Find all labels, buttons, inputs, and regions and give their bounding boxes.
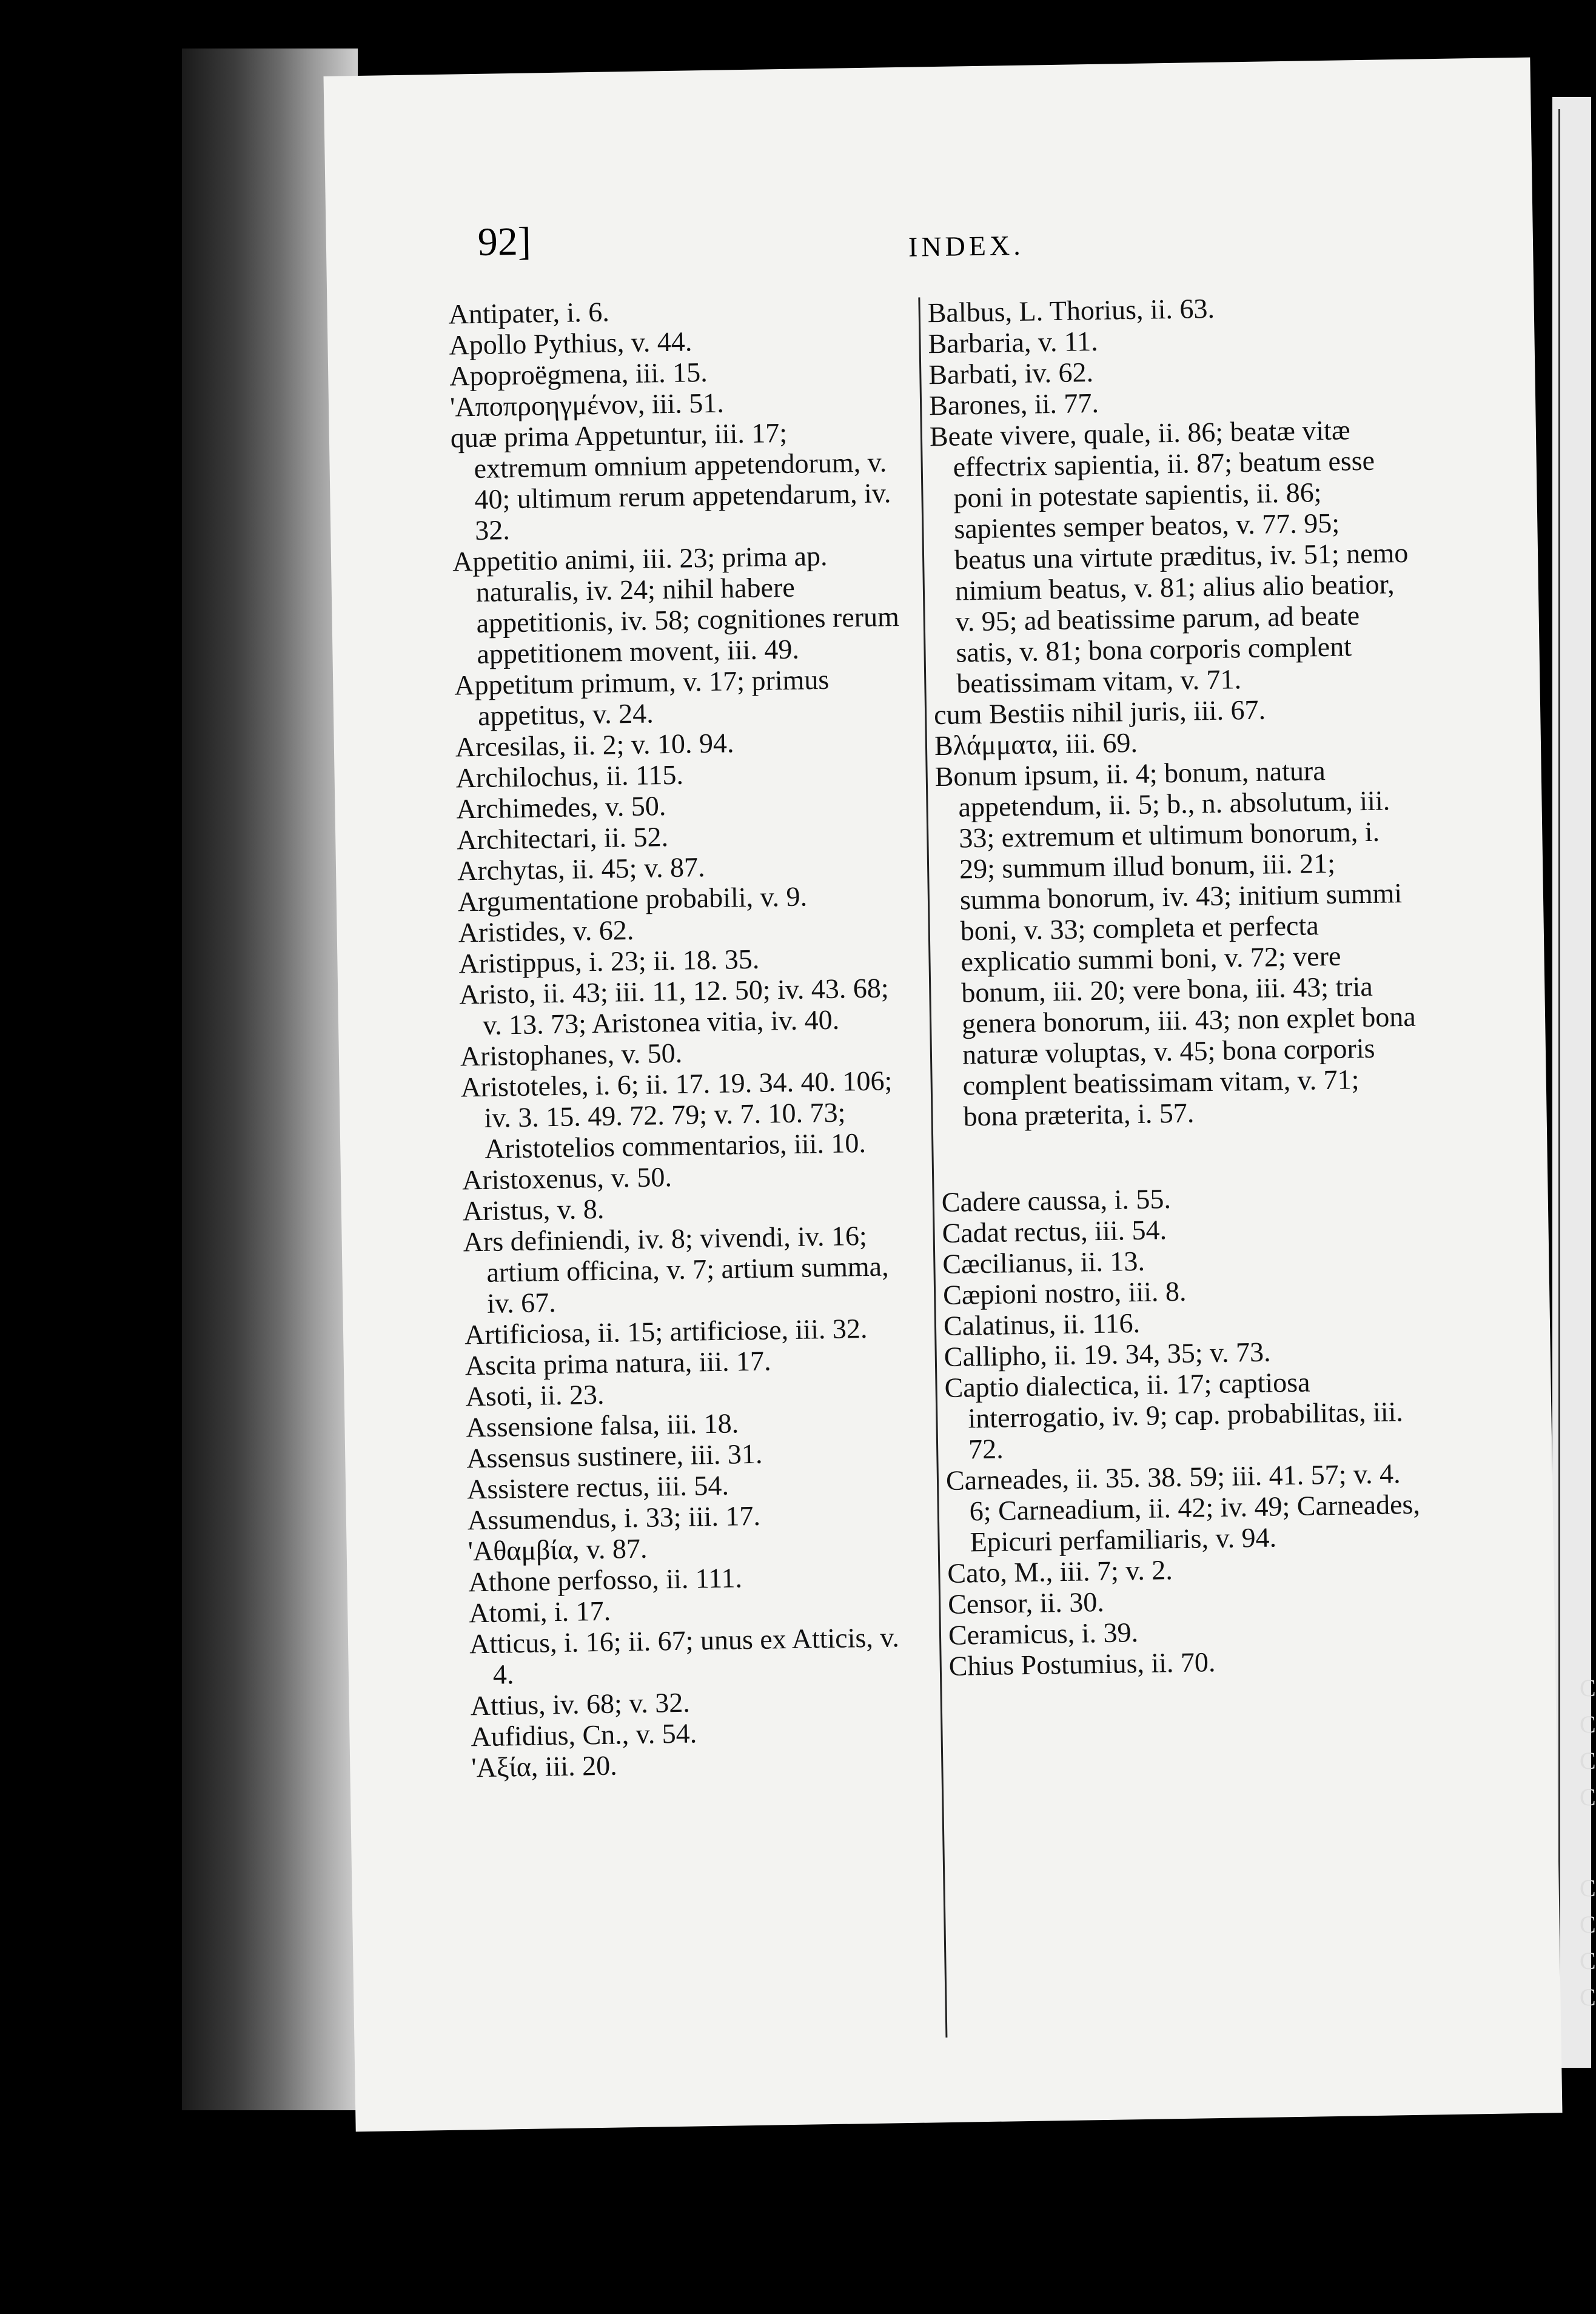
index-entry: Assistere rectus, iii. 54.: [466, 1469, 729, 1505]
index-entry: Barbati, iv. 62.: [928, 356, 1094, 391]
adjacent-page-letter: C: [1580, 1747, 1596, 1774]
index-entry: 'Αξία, iii. 20.: [471, 1749, 618, 1783]
index-entry: Architectari, ii. 52.: [456, 821, 669, 856]
index-entry: Barbaria, v. 11.: [928, 325, 1099, 360]
left-index-column: [448, 292, 920, 1783]
running-head: INDEX.: [908, 229, 1024, 263]
index-entry: Balbus, L. Thorius, ii. 63.: [927, 292, 1215, 329]
index-entry: Assensus sustinere, iii. 31.: [466, 1438, 763, 1474]
index-entry: Aristo, ii. 43; iii. 11, 12. 50; iv. 43. 68; v. 13. 73; Aristonea vitia, iv. 40.: [458, 972, 889, 1041]
index-entry: Archytas, ii. 45; v. 87.: [457, 851, 705, 887]
index-entry: Βλάμματα, iii. 69.: [934, 726, 1138, 762]
index-entry: Assensione falsa, iii. 18.: [466, 1407, 739, 1443]
index-entry: 'Αθαμβία, v. 87.: [468, 1532, 648, 1567]
index-entry: Antipater, i. 6.: [448, 296, 610, 330]
index-entry: Aufidius, Cn., v. 54.: [471, 1717, 697, 1752]
right-index-column: [927, 290, 1428, 1682]
adjacent-page-letter: C: [1580, 1874, 1596, 1902]
index-entry: Calatinus, ii. 116.: [943, 1307, 1141, 1342]
index-entry: Apollo Pythius, v. 44.: [449, 326, 692, 361]
index-entry: cum Bestiis nihil juris, iii. 67.: [933, 694, 1266, 731]
index-entry: Archimedes, v. 50.: [456, 790, 666, 825]
index-entry: Cæpioni nostro, iii. 8.: [942, 1275, 1187, 1311]
index-entry: Aristippus, i. 23; ii. 18. 35.: [458, 943, 760, 979]
index-entry: 'Αποπροηγμένον, iii. 51.: [449, 387, 725, 423]
index-entry: Chius Postumius, ii. 70.: [948, 1646, 1216, 1682]
adjacent-page-letter: C: [1580, 1984, 1596, 2011]
index-entry: Argumentatione probabili, v. 9.: [457, 880, 808, 917]
index-entry: Ars definiendi, iv. 8; vivendi, iv. 16; artium officina, v. 7; artium summa, iv. 67.: [463, 1220, 889, 1319]
index-entry: Apoproëgmena, iii. 15.: [449, 356, 708, 392]
index-entry: Captio dialectica, ii. 17; captiosa interrogatio, iv. 9; cap. probabilitas, iii. 72.: [944, 1366, 1404, 1465]
index-entry: Bonum ipsum, ii. 4; bonum, natura appetendum, ii. 5; b., n. absolutum, iii. 33; extremum et ultimum bonorum, i. 29; summum illud bonum, iii. 21; summa bonorum, iv. 43; initium summi boni, v. 33; completa et perfecta explicatio summi boni, v. 72; vere bonum, iii. 20; vere bona, iii. 43; tria genera bonorum, iii. 43; non explet bona naturæ voluptas, v. 45; bona corporis complent beatissimam vitam, v. 71; bona præterita, i. 57.: [934, 755, 1417, 1132]
index-entry: Athone perfosso, ii. 111.: [468, 1562, 743, 1598]
index-entry: Arcesilas, ii. 2; v. 10. 94.: [455, 727, 734, 763]
index-entry: Aristoxenus, v. 50.: [461, 1161, 672, 1196]
index-entry: Archilochus, ii. 115.: [455, 759, 684, 794]
index-entry: Atomi, i. 17.: [468, 1595, 611, 1629]
adjacent-page-letter: C: [1580, 1783, 1596, 1811]
adjacent-page-letter: C: [1580, 1947, 1596, 1974]
index-entry: Beate vivere, quale, ii. 86; beatæ vitæ effectrix sapientia, ii. 87; beatum esse poni in potestate sapientis, ii. 86; sapientes semper beatos, v. 77. 95; beatus una virtute præditus, iv. 51; nemo nimium beatus, v. 81; alius alio beatior, v. 95; ad beatissime parum, ad beate satis, v. 81; bona corporis complent beatissimam vitam, v. 71.: [929, 414, 1409, 699]
index-entry: Cato, M., iii. 7; v. 2.: [947, 1554, 1173, 1589]
index-entry: Cæcilianus, ii. 13.: [942, 1245, 1145, 1280]
index-entry: Attius, iv. 68; v. 32.: [470, 1686, 691, 1722]
index-entry: Appetitio animi, iii. 23; prima ap. naturalis, iv. 24; nihil habere appetitionis, iv. 58; cognitiones rerum appetitionem movent, iii. 49.: [452, 540, 900, 669]
index-entry: Cadere caussa, i. 55.: [941, 1183, 1172, 1218]
index-entry: Appetitum primum, v. 17; primus appetitus, v. 24.: [454, 663, 830, 731]
index-entry: Aristophanes, v. 50.: [460, 1037, 683, 1072]
index-entry: Callipho, ii. 19. 34, 35; v. 73.: [944, 1336, 1271, 1373]
index-entry: Atticus, i. 16; ii. 67; unus ex Atticis, v. 4.: [469, 1621, 900, 1690]
page-number: 92]: [477, 219, 532, 264]
index-entry: Aristoteles, i. 6; ii. 17. 19. 34. 40. 106; iv. 3. 15. 49. 72. 79; v. 7. 10. 73; Aristotelios commentarios, iii. 10.: [460, 1065, 893, 1164]
adjacent-page-letter: C: [1580, 1674, 1596, 1702]
index-entry: Assumendus, i. 33; iii. 17.: [467, 1500, 761, 1536]
index-page: [323, 58, 1562, 2132]
section-gap: [941, 1125, 1420, 1187]
adjacent-page-letter: C: [1580, 1711, 1596, 1738]
index-entry: Barones, ii. 77.: [928, 387, 1099, 421]
index-entry: Censor, ii. 30.: [947, 1586, 1105, 1620]
index-entry: Ascita prima natura, iii. 17.: [464, 1345, 771, 1381]
index-entry: Asoti, ii. 23.: [465, 1378, 605, 1412]
index-entry: Aristides, v. 62.: [458, 914, 634, 948]
index-entry: Aristus, v. 8.: [462, 1193, 605, 1227]
index-entry: Artificiosa, ii. 15; artificiose, iii. 32.: [464, 1313, 868, 1350]
index-entry: Cadat rectus, iii. 54.: [942, 1214, 1167, 1249]
index-entry: Ceramicus, i. 39.: [948, 1617, 1139, 1651]
index-entry: quæ prima Appetuntur, iii. 17; extremum omnium appetendorum, v. 40; ultimum rerum appetendarum, iv. 32.: [450, 417, 891, 546]
page-gutter-line: [1558, 109, 1560, 2050]
index-entry: Carneades, ii. 35. 38. 59; iii. 41. 57; v. 4. 6; Carneadium, ii. 42; iv. 49; Carneades, Epicuri perfamiliaris, v. 94.: [945, 1458, 1421, 1558]
adjacent-page-letter: C: [1580, 1911, 1596, 1938]
